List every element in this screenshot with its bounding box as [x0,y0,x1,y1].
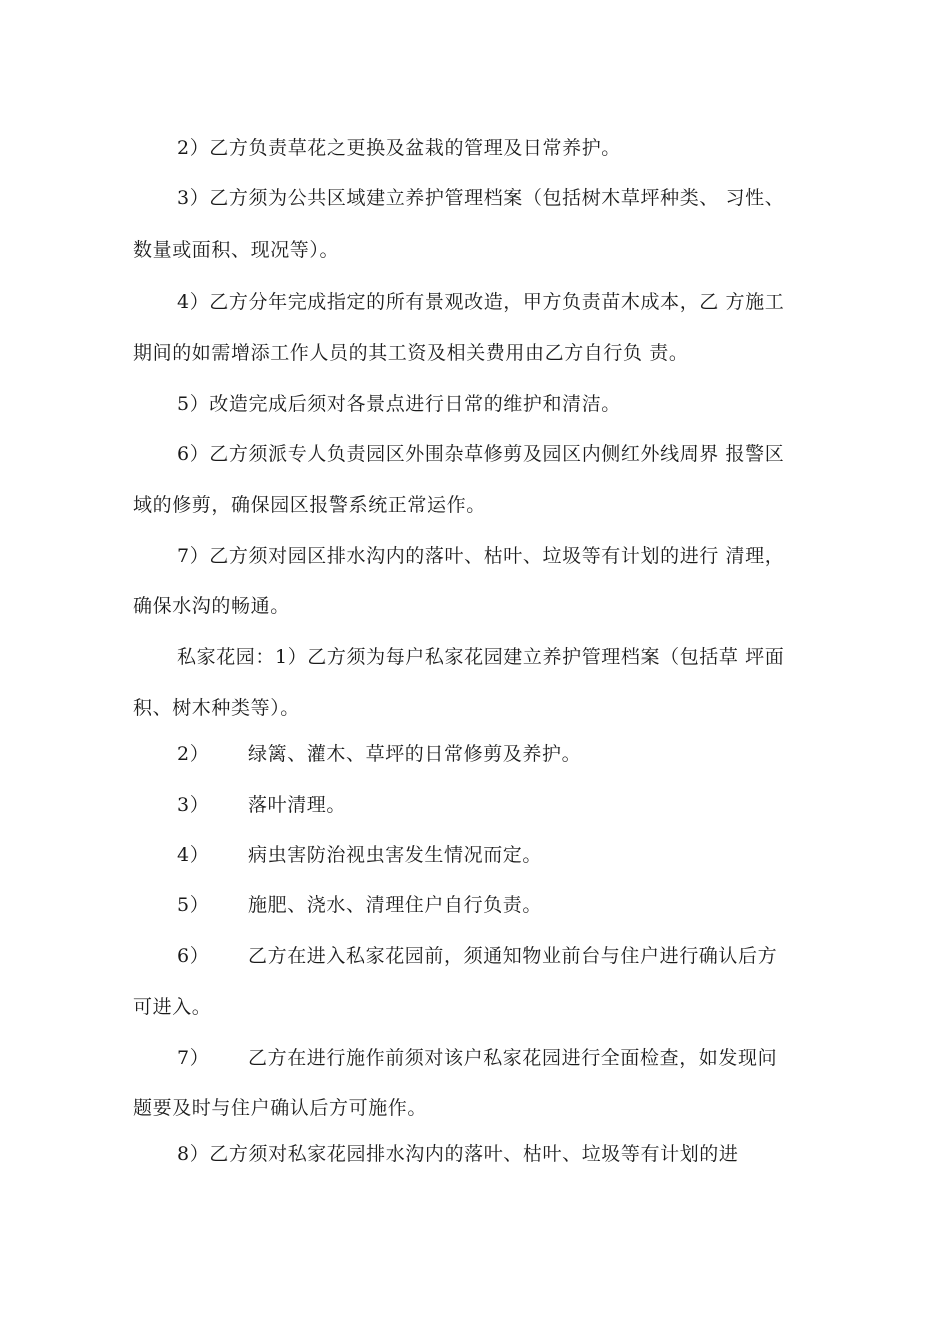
list-item-text: 病虫害防治视虫害发生情况而定。 [248,844,543,866]
paragraph-line: 5）改造完成后须对各景点进行日常的维护和清洁。 [177,393,621,415]
list-item-number: 2） [177,743,210,765]
paragraph-line: 4）乙方分年完成指定的所有景观改造，甲方负责苗木成本，乙 方施工 [177,291,785,313]
paragraph-line: 可进入。 [133,996,212,1018]
paragraph-line: 3）乙方须为公共区域建立养护管理档案（包括树木草坪种类、 习性、 [177,187,785,209]
paragraph-line: 6）乙方须派专人负责园区外围杂草修剪及园区内侧红外线周界 报警区 [177,443,785,465]
paragraph-line: 积、树木种类等）。 [133,697,300,719]
list-item-text: 落叶清理。 [248,794,347,816]
list-item-text: 绿篱、灌木、草坪的日常修剪及养护。 [248,743,582,765]
paragraph-line: 私家花园：1）乙方须为每户私家花园建立养护管理档案（包括草 坪面 [177,646,785,668]
paragraph-line: 数量或面积、现况等）。 [133,239,340,261]
list-item-number: 5） [177,894,210,916]
list-item-text: 乙方在进行施作前须对该户私家花园进行全面检查，如发现问 [248,1047,778,1069]
paragraph-line: 域的修剪，确保园区报警系统正常运作。 [133,494,486,516]
paragraph-line: 2）乙方负责草花之更换及盆栽的管理及日常养护。 [177,137,621,159]
list-item-number: 3） [177,794,210,816]
list-item-number: 6） [177,945,210,967]
list-item-number: 4） [177,844,210,866]
paragraph-line: 期间的如需增添工作人员的其工资及相关费用由乙方自行负 责。 [133,342,689,364]
paragraph-line: 题要及时与住户确认后方可施作。 [133,1097,428,1119]
list-item-number: 7） [177,1047,210,1069]
list-item-text: 施肥、浇水、清理住户自行负责。 [248,894,543,916]
paragraph-line: 确保水沟的畅通。 [133,595,290,617]
list-item-text: 乙方在进入私家花园前，须通知物业前台与住户进行确认后方 [248,945,778,967]
paragraph-line: 8）乙方须对私家花园排水沟内的落叶、枯叶、垃圾等有计划的进 [177,1143,739,1165]
paragraph-line: 7）乙方须对园区排水沟内的落叶、枯叶、垃圾等有计划的进行 清理， [177,545,785,567]
